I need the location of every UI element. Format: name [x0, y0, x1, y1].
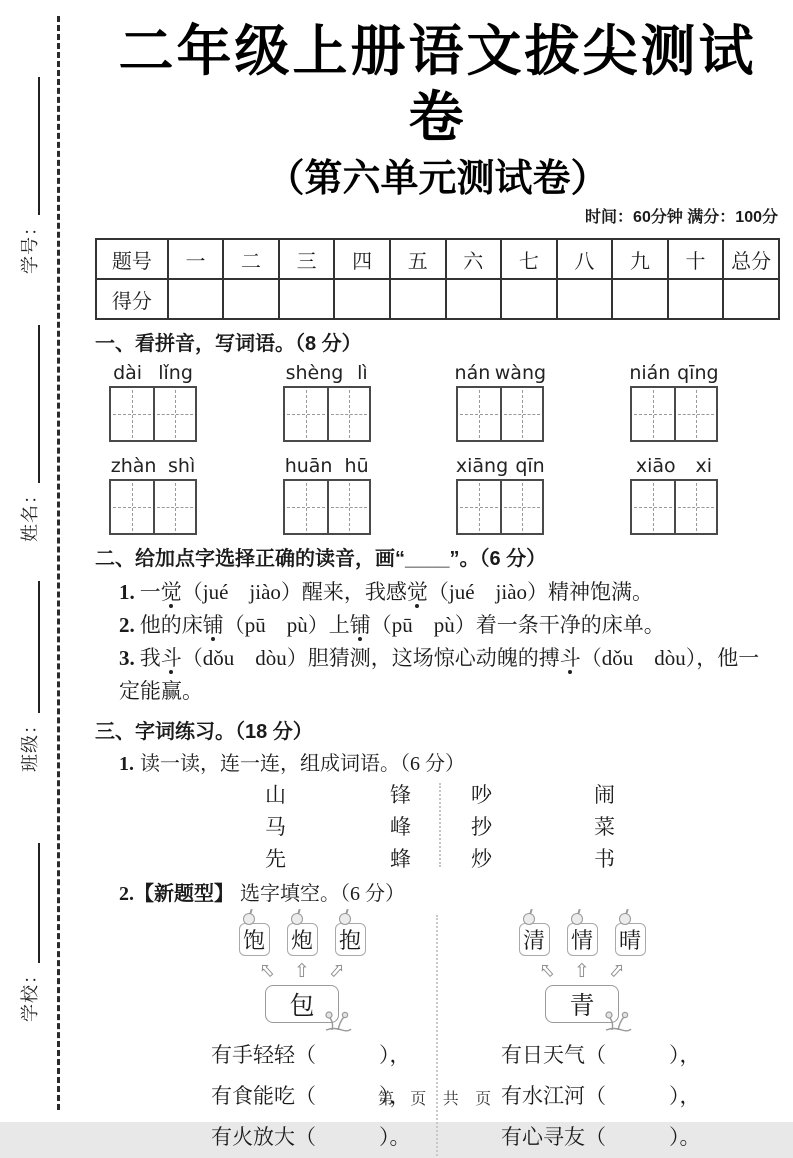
matching-divider-line [439, 783, 441, 867]
score-cell[interactable] [668, 279, 724, 319]
option-card[interactable] [239, 923, 270, 956]
choose-right-half [437, 911, 779, 1158]
match-char[interactable]: 锋 [390, 783, 411, 807]
score-cell[interactable] [557, 279, 613, 319]
pinyin-label: nán wàng [454, 362, 547, 384]
score-cell[interactable] [168, 279, 224, 319]
item-number: 3. [119, 646, 135, 670]
match-column [594, 779, 615, 875]
question-number-cell: 八 [557, 239, 613, 279]
match-char[interactable]: 马 [265, 815, 286, 839]
arrow-up-right-icon: ⇧ [322, 957, 350, 985]
sub-question-number: 1. [119, 753, 134, 775]
option-card[interactable] [519, 923, 550, 956]
option-char: 晴 [618, 928, 641, 953]
option-char: 抱 [338, 928, 361, 953]
option-char: 炮 [290, 928, 313, 953]
pinyin-word-group [626, 454, 722, 535]
option-char: 清 [522, 928, 545, 953]
choose-left-half [95, 911, 437, 1158]
pin-icon [339, 913, 351, 925]
writing-grid [630, 386, 718, 442]
arrow-up-icon: ⇧ [294, 959, 310, 982]
question-number-row [96, 239, 779, 279]
sub-question-2-heading [119, 881, 780, 907]
option-card[interactable] [567, 923, 598, 956]
match-char[interactable]: 峰 [390, 815, 411, 839]
pin-icon [243, 913, 255, 925]
pinyin-row-1 [95, 361, 780, 442]
item-number: 1. [119, 580, 135, 604]
option-char: 情 [570, 928, 593, 953]
writing-grid [109, 479, 197, 535]
writing-cell[interactable] [153, 388, 195, 440]
pinyin-label: xiāng qīn [455, 455, 545, 477]
pin-icon [619, 913, 631, 925]
score-cell[interactable] [390, 279, 446, 319]
fill-line[interactable]: 有火放大（ ）。 [211, 1125, 411, 1149]
writing-grid [283, 386, 371, 442]
pinyin-label: shèng lì [285, 362, 368, 384]
writing-cell[interactable] [674, 388, 716, 440]
pinyin-word-group [279, 454, 375, 535]
writing-cell[interactable] [111, 388, 153, 440]
question-number-cell: 七 [501, 239, 557, 279]
score-cell[interactable] [723, 279, 779, 319]
fill-line[interactable]: 有水江河（ ）， [501, 1084, 701, 1108]
matching-right-group [439, 779, 780, 875]
sprout-icon [322, 1008, 354, 1032]
base-char: 包 [289, 993, 315, 1020]
writing-cell[interactable] [632, 481, 674, 533]
student-id-blank-line[interactable] [25, 77, 40, 215]
base-character-box [265, 985, 339, 1023]
writing-cell[interactable] [285, 481, 327, 533]
match-column [265, 779, 286, 875]
sidebar-field-name [16, 325, 42, 542]
question-number-cell: 总分 [723, 239, 779, 279]
pinyin-word-group [626, 361, 722, 442]
arrow-up-icon: ⇧ [574, 959, 590, 982]
sidebar-field-class [16, 581, 42, 772]
section-three-heading: 三、字词练习。（18 分） [95, 721, 313, 743]
name-blank-line[interactable] [25, 325, 40, 483]
arrow-up-right-icon: ⇧ [602, 957, 630, 985]
score-cell[interactable] [223, 279, 279, 319]
pin-icon [571, 913, 583, 925]
writing-grid [630, 479, 718, 535]
writing-cell[interactable] [500, 481, 542, 533]
emphasized-char: 觉 [406, 580, 428, 604]
class-label: 班级： [20, 715, 40, 772]
page-subtitle: （第六单元测试卷） [266, 158, 609, 200]
fill-line[interactable]: 有日天气（ ）， [501, 1043, 701, 1067]
reading-item-1 [119, 576, 780, 609]
binding-dashed-line [57, 16, 60, 1110]
match-char[interactable]: 闹 [594, 783, 615, 807]
pinyin-row-2 [95, 454, 780, 535]
matching-exercise [95, 779, 780, 875]
score-cell[interactable] [501, 279, 557, 319]
writing-cell[interactable] [500, 388, 542, 440]
match-char[interactable]: 菜 [594, 815, 615, 839]
pinyin-word-group [452, 454, 548, 535]
sub-question-title: 选字填空。（6 分） [240, 883, 405, 905]
match-char[interactable]: 炒 [471, 847, 492, 871]
sub-question-1-heading [119, 751, 780, 777]
match-column [471, 779, 492, 875]
pinyin-label: xiāo xi [635, 455, 713, 477]
question-number-cell: 四 [334, 239, 390, 279]
emphasized-char: 铺 [202, 613, 224, 637]
writing-cell[interactable] [285, 388, 327, 440]
student-id-label: 学号： [20, 217, 40, 274]
question-number-cell: 二 [223, 239, 279, 279]
writing-cell[interactable] [111, 481, 153, 533]
sprout-icon [602, 1008, 634, 1032]
question-number-cell: 五 [390, 239, 446, 279]
emphasized-char: 觉 [160, 580, 182, 604]
score-table [95, 238, 780, 320]
writing-grid [456, 479, 544, 535]
arrow-up-left-icon: ⇧ [534, 957, 562, 985]
paper-content [95, 0, 780, 1149]
score-cell[interactable] [446, 279, 502, 319]
school-blank-line[interactable] [25, 843, 40, 963]
pinyin-word-group [279, 361, 375, 442]
sub-question-number: 2.【新题型】 [119, 883, 234, 905]
base-char: 青 [569, 993, 595, 1020]
arrow-up-left-icon: ⇧ [254, 957, 282, 985]
writing-grid [283, 479, 371, 535]
question-number-cell: 九 [612, 239, 668, 279]
question-number-header: 题号 [96, 239, 168, 279]
arrows-row [534, 957, 630, 985]
emphasized-char: 斗 [559, 646, 581, 670]
sidebar-field-school [16, 843, 42, 1022]
page-title: 二年级上册语文拔尖测试卷 [118, 20, 757, 148]
writing-cell[interactable] [327, 481, 369, 533]
pinyin-word-group [105, 454, 201, 535]
reading-item-2 [119, 609, 780, 642]
fill-line[interactable]: 有食能吃（ ）， [211, 1084, 411, 1108]
section-two-heading: 二、给加点字选择正确的读音，画“____”。（6 分） [95, 548, 547, 570]
option-cards [239, 923, 366, 956]
item-text: 我斗（dǒu dòu）胆猜测，这场惊心动魄的搏斗（dǒu dòu），他一定能赢。 [119, 646, 760, 703]
writing-cell[interactable] [458, 388, 500, 440]
item-number: 2. [119, 613, 135, 637]
exercise-divider-line [436, 915, 438, 1156]
item-text: 他的床铺（pū pù）上铺（pū pù）着一条干净的床单。 [139, 613, 665, 637]
option-cards [519, 923, 646, 956]
score-row [96, 279, 779, 319]
fill-line[interactable]: 有心寻友（ ）。 [501, 1125, 701, 1149]
pinyin-label: nián qīng [629, 362, 719, 384]
match-char[interactable]: 蜂 [390, 847, 411, 871]
pinyin-label: huān hū [284, 455, 369, 477]
writing-cell[interactable] [153, 481, 195, 533]
character-diagram-qing [507, 911, 657, 1023]
arrows-row [254, 957, 350, 985]
writing-grid [109, 386, 197, 442]
match-column [390, 779, 411, 875]
reading-item-3 [119, 642, 780, 708]
score-header: 得分 [96, 279, 168, 319]
writing-cell[interactable] [674, 481, 716, 533]
pinyin-word-group [452, 361, 548, 442]
option-card[interactable] [287, 923, 318, 956]
question-number-cell: 三 [279, 239, 335, 279]
sidebar-field-student-id [16, 77, 42, 274]
pinyin-label: zhàn shì [110, 455, 196, 477]
writing-cell[interactable] [458, 481, 500, 533]
item-text: 一觉（jué jiào）醒来，我感觉（jué jiào）精神饱满。 [139, 580, 654, 604]
pin-icon [523, 913, 535, 925]
option-char: 饱 [242, 928, 265, 953]
pin-icon [291, 913, 303, 925]
character-diagram-bao [227, 911, 377, 1023]
exam-meta: 时间：60分钟 满分：100分 [585, 209, 778, 226]
score-cell[interactable] [279, 279, 335, 319]
choose-character-exercise [95, 911, 780, 1158]
match-char[interactable]: 山 [265, 783, 286, 807]
match-char[interactable]: 先 [265, 847, 286, 871]
match-char[interactable]: 抄 [471, 815, 492, 839]
writing-grid [456, 386, 544, 442]
question-number-cell: 十 [668, 239, 724, 279]
pinyin-word-group [105, 361, 201, 442]
option-card[interactable] [615, 923, 646, 956]
match-char[interactable]: 书 [594, 847, 615, 871]
score-cell[interactable] [334, 279, 390, 319]
sub-question-title: 读一读，连一连，组成词语。（6 分） [140, 753, 465, 775]
writing-cell[interactable] [632, 388, 674, 440]
question-number-cell: 一 [168, 239, 224, 279]
name-label: 姓名： [20, 485, 40, 542]
section-one-heading: 一、看拼音，写词语。（8 分） [95, 333, 362, 355]
writing-cell[interactable] [327, 388, 369, 440]
school-label: 学校： [20, 965, 40, 1022]
reading-items [119, 576, 780, 708]
match-char[interactable]: 吵 [471, 783, 492, 807]
base-character-box [545, 985, 619, 1023]
emphasized-char: 铺 [349, 613, 371, 637]
score-cell[interactable] [612, 279, 668, 319]
option-card[interactable] [335, 923, 366, 956]
pinyin-label: dài lǐng [113, 362, 193, 384]
emphasized-char: 斗 [160, 646, 182, 670]
matching-left-group [95, 779, 439, 875]
fill-line[interactable]: 有手轻轻（ ）， [211, 1043, 411, 1067]
footer-page-label: 第 页 共 页 [377, 1091, 498, 1108]
question-number-cell: 六 [446, 239, 502, 279]
class-blank-line[interactable] [25, 581, 40, 713]
